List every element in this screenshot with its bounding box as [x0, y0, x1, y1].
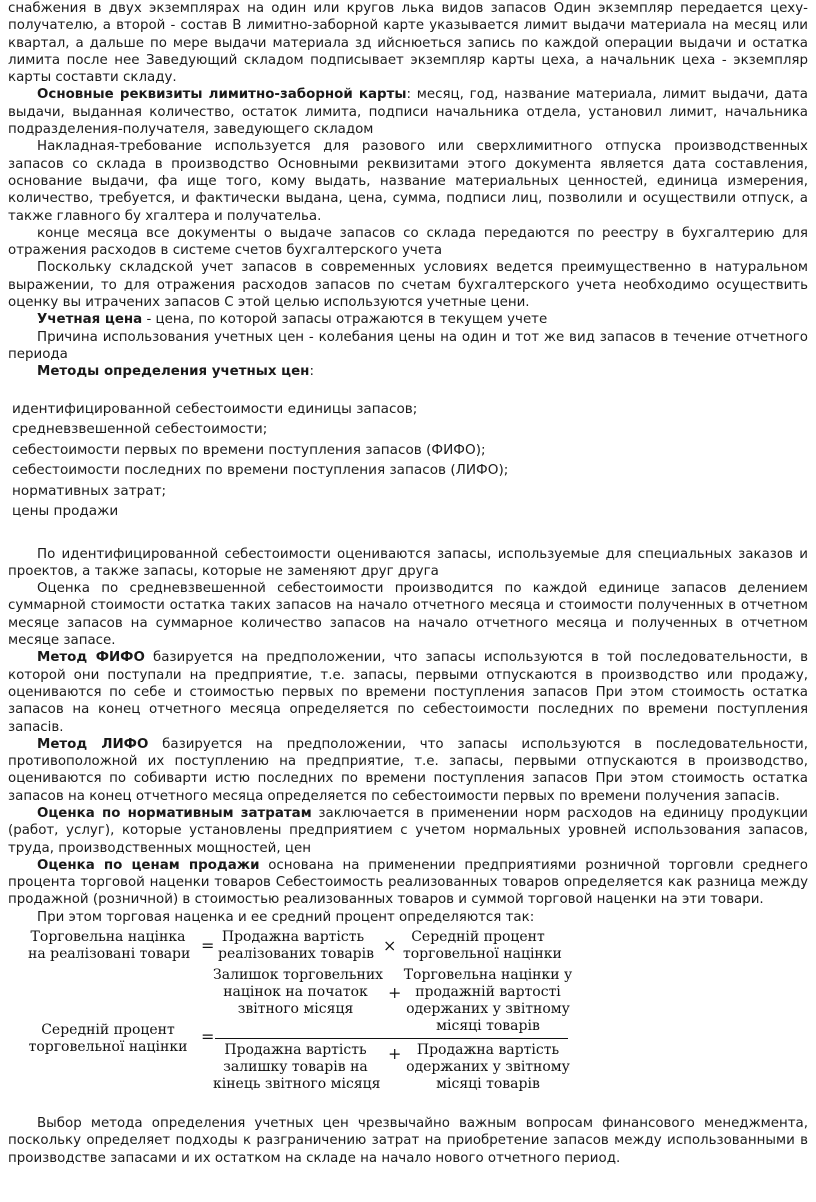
- list-item: себестоимости последних по времени поступления запасов (ЛИФО);: [12, 462, 509, 479]
- paragraph: [8, 329, 808, 364]
- formula2-numerator-a: [213, 967, 384, 1018]
- paragraph-text: :: [309, 364, 314, 380]
- paragraph: [8, 546, 808, 581]
- paragraph: [8, 259, 808, 311]
- formula-text: Залишок торговельних: [213, 967, 384, 984]
- formula-text: Продажна вартість: [416, 1042, 560, 1059]
- paragraph: [8, 580, 808, 649]
- formula1-left: [28, 929, 191, 963]
- paragraph: [8, 138, 808, 224]
- paragraph: [8, 1115, 808, 1167]
- formula-text: Торговельна націнка: [30, 929, 186, 946]
- document-page: [8, 0, 808, 1167]
- multiply-sign: ×: [383, 936, 397, 956]
- formula-text: торговельної націнки: [403, 946, 562, 963]
- formula-text: Продажна вартість: [221, 929, 365, 946]
- list-item: нормативных затрат;: [12, 482, 167, 499]
- paragraph: [8, 649, 808, 735]
- formula-text: Продажна вартість: [224, 1042, 367, 1059]
- formula-text: Середній процент: [411, 929, 545, 946]
- bold-term: Метод ЛИФО: [37, 736, 149, 752]
- formula1-right: [403, 929, 562, 963]
- formula-text: реалізованих товарів: [218, 946, 374, 963]
- paragraph-text: Поскольку складской учет запасов в современных условиях ведется преимущественно в натуральном выражении, то для отражения расходов запасов по счетам бухгалтерского учета необходимо осуществить оценку вы итрачених запасов С этой целью используются учетные цени.: [8, 260, 808, 311]
- bold-term: Метод ФИФО: [37, 650, 145, 666]
- paragraph-text: Накладная-требование используется для разового или сверхлимитного отпуска производственных запасов со склада в производство Основными реквизитами этого документа является дата составления, основание выдачи, фа ище того, кому выдать, название материальных ценностей, единица измерения, количество, требуется, и фактически выдана, цена, сумма, подписи лиц, позволили и осуществили отпуск, а также главного бу хгалтера и получательа.: [8, 139, 808, 224]
- paragraph: [8, 86, 808, 138]
- paragraph: [8, 225, 808, 260]
- formula2-left: [28, 1022, 188, 1056]
- paragraphs-top: [8, 0, 808, 381]
- formula-text: продажній вартості: [415, 984, 561, 1001]
- list-item: себестоимости первых по времени поступления запасов (ФИФО);: [12, 441, 486, 458]
- paragraph-text: Оценка по средневзвешенной себестоимости производится по каждой единице запасов делением суммарной стоимости остатка таких запасов на начало отчетного месяца и стоимости полученных в отчетном месяце запасов на суммарное количество запасов на начало отчетного месяца и полученных в отчетном месяце запасе.: [8, 581, 808, 649]
- formula-text: Середній процент: [41, 1022, 175, 1039]
- paragraph: [8, 363, 808, 380]
- formula-text: місяці товарів: [436, 1018, 540, 1035]
- paragraph-text: снабжения в двух экземплярах на один или кругов лька видов запасов Один экземпляр передается цеху-получателю, а второй - состав В лимитно-заборной карте указывается лимит выдачи материала на месяц или квартал, а дальше по мере выдачи материала зд ийснюеться запись по каждой операции выдачи и остатка лимита после нее Заведующий складом подписывает экземпляр карты цеха, а начальник цеха - экземпляр карты составти складу.: [8, 1, 808, 86]
- paragraph-text: конце месяца все документы о выдаче запасов со склада передаются по реестру в бухгалтерию для отражения расходов в системе счетов бухгалтерского учета: [8, 225, 808, 259]
- list-item: цены продажи: [12, 503, 119, 520]
- paragraph: [8, 0, 808, 86]
- formula-text: залишку товарів на: [223, 1059, 368, 1076]
- formula-text: кінець звітного місяця: [213, 1076, 381, 1093]
- list-item: средневзвешенной себестоимости;: [12, 421, 268, 438]
- equals-sign: =: [201, 936, 215, 956]
- paragraph-text: При этом торговая наценка и ее средний процент определяются так:: [37, 909, 535, 925]
- formula-text: звітного місяця: [237, 1001, 354, 1018]
- paragraph: [8, 805, 808, 857]
- plus-sign: +: [388, 983, 402, 1003]
- paragraph-text: Причина использования учетных цен - колебания цены на один и тот же вид запасов в течение отчетного периода: [8, 329, 808, 362]
- methods-list: [12, 399, 808, 522]
- paragraph: [8, 736, 808, 805]
- paragraph-text: основана на применении предприятиями розничной торговли среднего процента торговой наценки товаров Себестоимость реализованных товаров определяется как разница между продажной (розничной) в стоимостью реализованных товаров и суммой торговой наценки на эти товари.: [8, 857, 808, 908]
- bold-term: Оценка по ценам продажи: [37, 857, 260, 873]
- paragraphs-bottom: [8, 1115, 808, 1167]
- markup-formula: [8, 927, 808, 1113]
- formula-text: націнок на початок: [223, 984, 368, 1001]
- formula2-numerator-b: [403, 967, 573, 1035]
- formula-text: одержаних у звітному: [406, 1001, 570, 1018]
- bold-term: Методы определения учетных цен: [37, 364, 310, 380]
- paragraph-text: Выбор метода определения учетных цен чрезвычайно важным вопросам финансового менеджмента, поскольку определяет подходы к разграничению затрат на приобретение запасов между использованными в производстве запасами и их остатком на складе на начало нового отчетного период.: [8, 1116, 808, 1166]
- bold-term: Основные реквизиты лимитно-заборной карты: [37, 87, 407, 103]
- paragraph-text: : месяц, год, название материала, лимит выдачи, дата выдачи, выданная количество, остаток лимита, подписи начальника отдела, установил лимит, начальника подразделения-получателя, заведующего складом: [8, 87, 808, 138]
- formula-text: Торговельна націнки у: [403, 967, 573, 984]
- equals-sign: =: [201, 1027, 215, 1047]
- plus-sign: +: [388, 1044, 402, 1064]
- formula-text: одержаних у звітному: [406, 1059, 570, 1076]
- formula2-denominator-a: [213, 1042, 381, 1093]
- formula1-middle: [218, 929, 374, 963]
- paragraph-text: По идентифицированной себестоимости оцениваются запасы, используемые для специальных заказов и проектов, а также запасы, которые не заменяют друг друга: [8, 546, 808, 579]
- fraction-bar: [215, 1038, 568, 1039]
- bold-term: Оценка по нормативным затратам: [37, 805, 312, 821]
- paragraph: [8, 311, 808, 328]
- list-item: идентифицированной себестоимости единицы запасов;: [12, 400, 418, 417]
- formula2-denominator-b: [403, 1042, 573, 1093]
- bold-term: Учетная цена: [37, 312, 143, 328]
- paragraph-text: базируется на предположении, что запасы используются в последовательности, противоположной их поступлению на предприятие, т.е. запасы, первыми отпускаются в производство, оцениваются по собиварти истю последних по времени поступления запасов При этом стоимость остатка запасов на конец отчетного месяца определяется по себестоимости первых по времени получения запасів.: [8, 736, 809, 804]
- formula-text: на реалізовані товари: [28, 946, 191, 963]
- paragraph-text: базируется на предположении, что запасы используются в той последовательности, в которой они поступали на предприятие, т.е. запасы, первыми отпускаются в производство или продажу, оцениваются по себе и стоимостью первых по времени поступления запасов При этом стоимость остатка запасов на конец отчетного месяца определяется по себестоимости последних по времени поступления запасів.: [8, 650, 808, 735]
- paragraph-text: - цена, по которой запасы отражаются в текущем учете: [142, 312, 548, 328]
- paragraph: [8, 857, 808, 909]
- paragraph: [8, 909, 808, 926]
- paragraph-text: заключается в применении норм расходов на единицу продукции (работ, услуг), которые установлены предприятием с учетом нормальных уровней использования запасов, труда, производственных мощностей, цен: [8, 805, 809, 856]
- formula-text: місяці товарів: [436, 1076, 540, 1093]
- formula-text: торговельної націнки: [28, 1039, 188, 1056]
- paragraphs-middle: [8, 546, 808, 927]
